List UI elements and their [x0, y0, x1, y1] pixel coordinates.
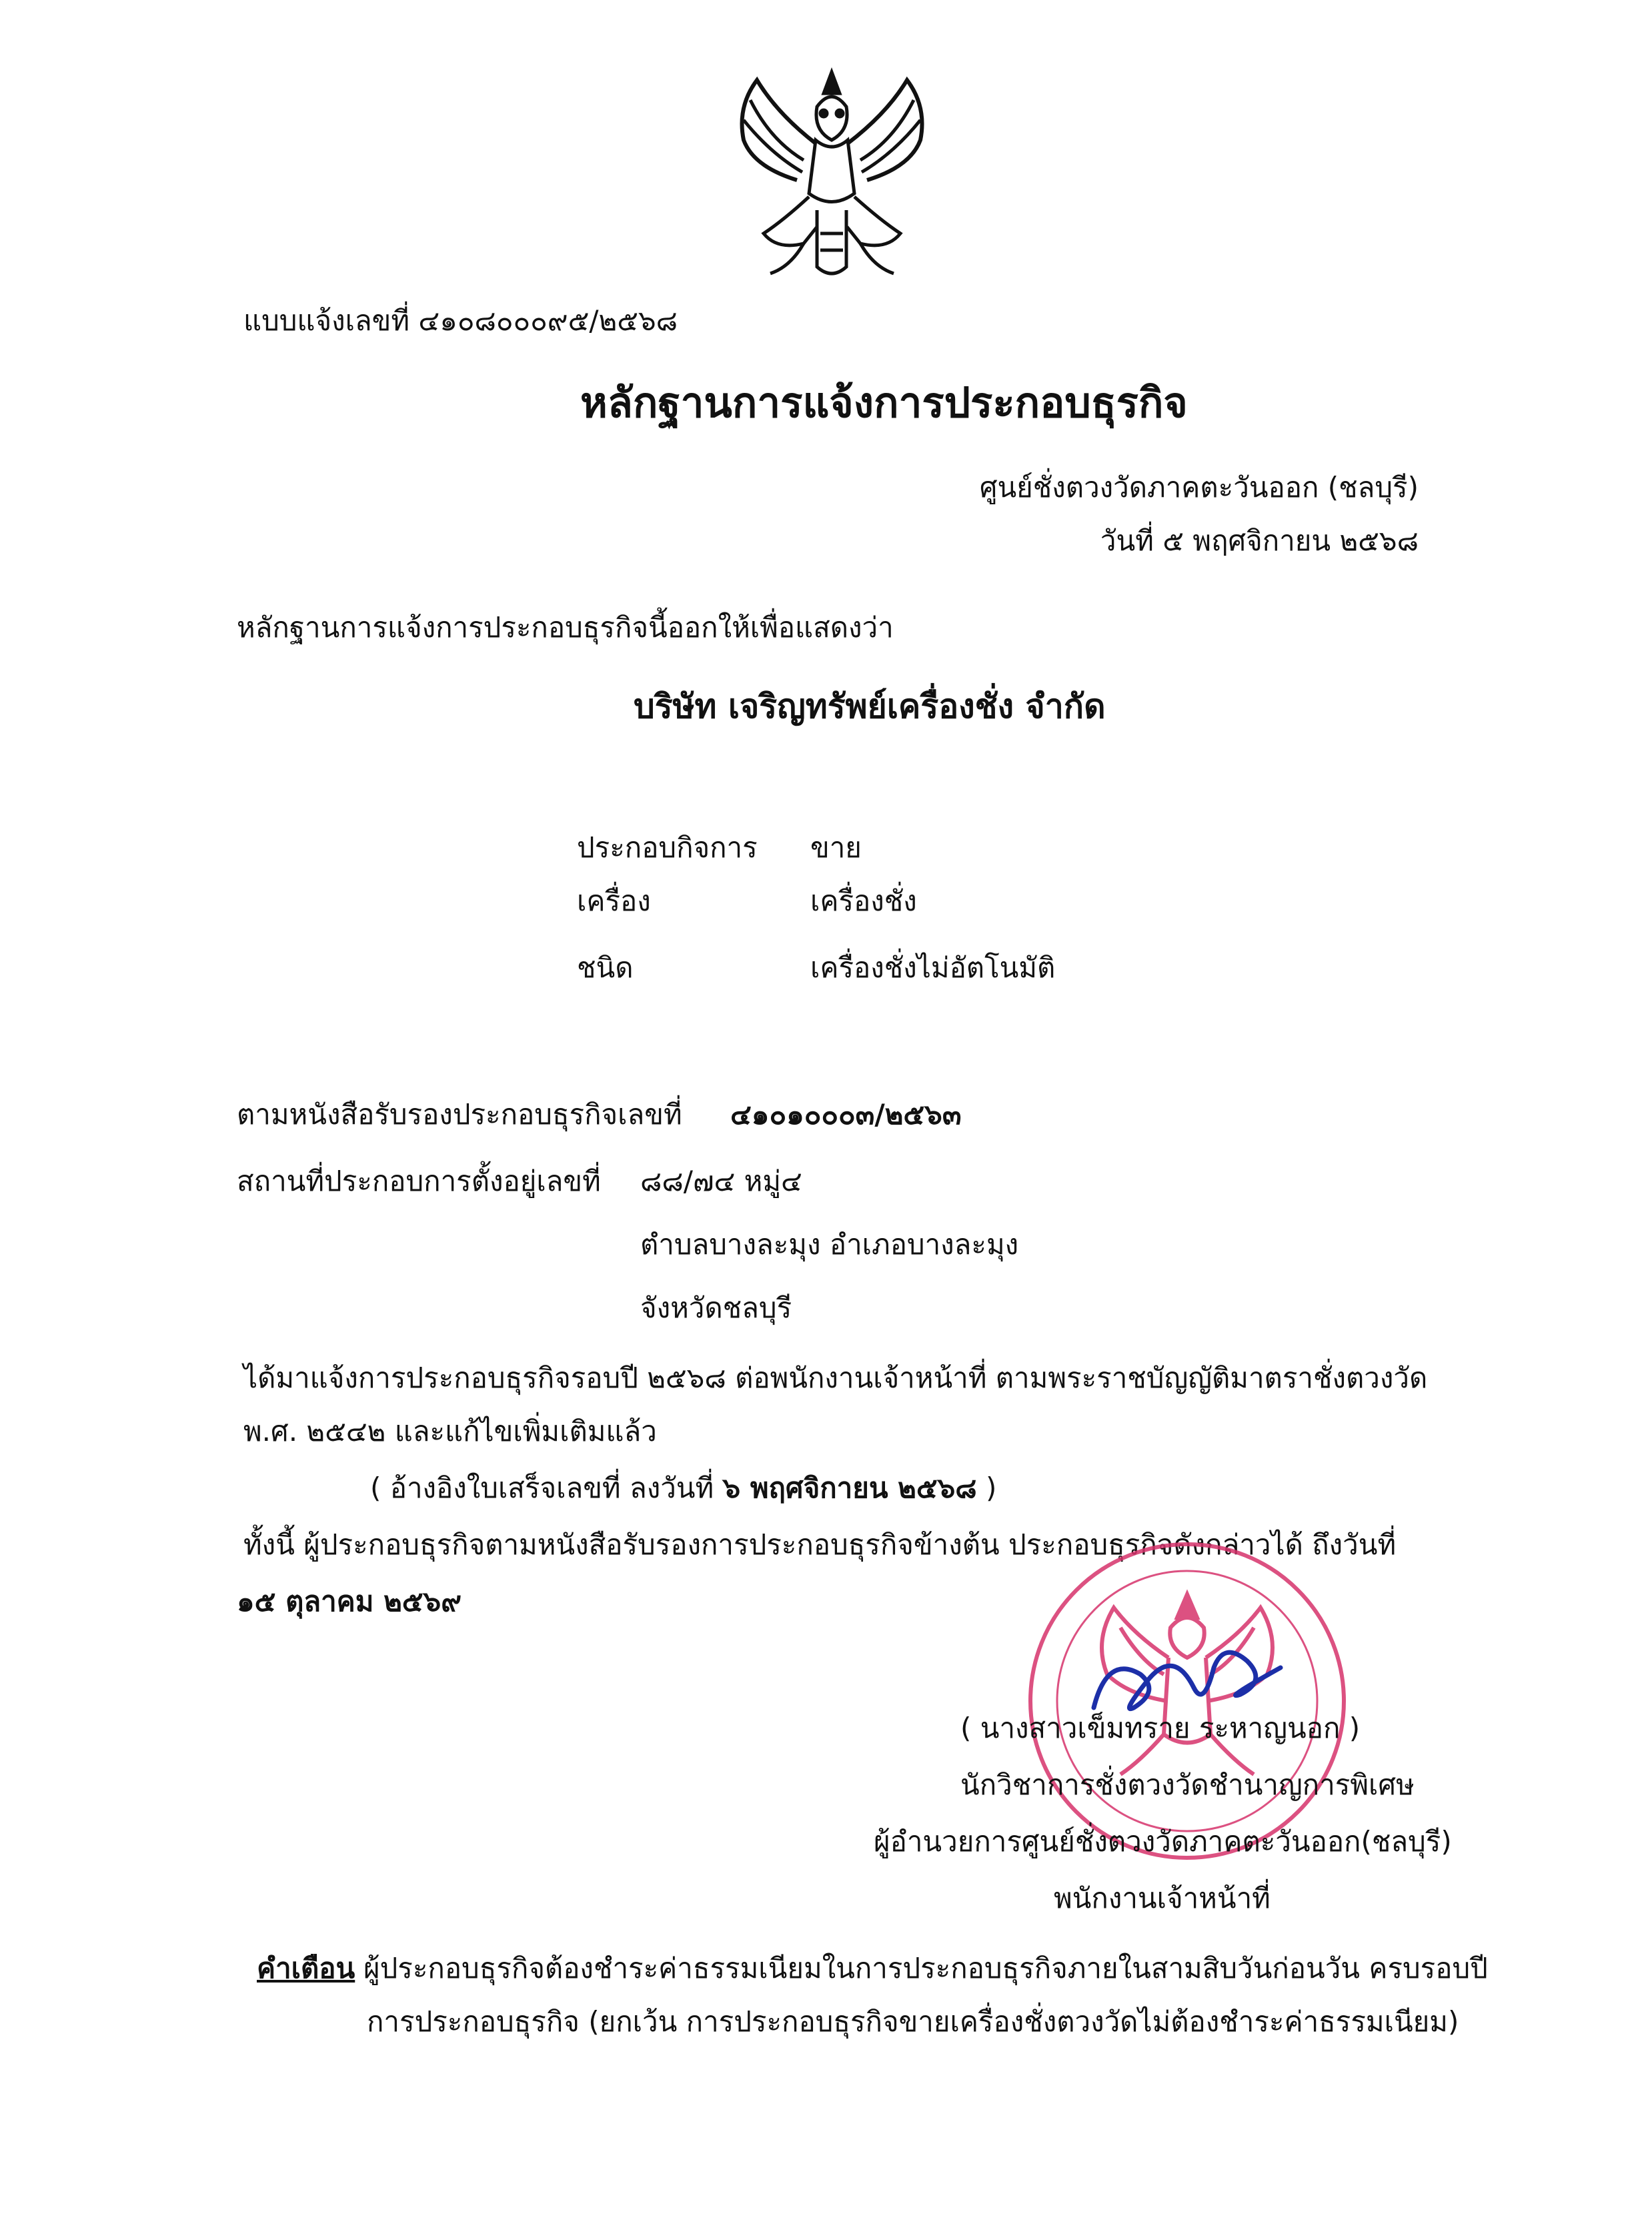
issuing-office: ศูนย์ชั่งตวงวัดภาคตะวันออก (ชลบุรี)	[979, 471, 1419, 504]
receipt-reference	[370, 1471, 996, 1506]
paragraph-1-line-2: พ.ศ. ๒๕๔๒ และแก้ไขเพิ่มเติมแล้ว	[243, 1415, 657, 1448]
paragraph-1-line-1: ได้มาแจ้งการประกอบธุรกิจรอบปี ๒๕๖๘ ต่อพนักงานเจ้าหน้าที่ ตามพระราชบัญญัติมาตราชั่งตวงวัด	[243, 1361, 1428, 1394]
address-line-2: ตำบลบางละมุง อำเภอบางละมุง	[640, 1228, 1019, 1261]
signatory-name: ( นางสาวเข็มทราย ระหาญนอก )	[960, 1712, 1361, 1744]
garuda-emblem-icon	[724, 67, 940, 287]
receipt-prefix: ( อ้างอิงใบเสร็จเลขที่ ลงวันที่	[370, 1472, 723, 1504]
address-line-1: ๘๘/๗๔ หมู่๔	[640, 1165, 802, 1197]
company-name: บริษัท เจริญทรัพย์เครื่องชั่ง จำกัด	[634, 687, 1106, 726]
detail-label-device: เครื่อง	[577, 885, 651, 917]
signatory-position-1: นักวิชาการชั่งตวงวัดชำนาญการพิเศษ	[960, 1768, 1415, 1801]
valid-until-date: ๑๕ ตุลาคม ๒๕๖๙	[237, 1585, 462, 1618]
detail-label-business: ประกอบกิจการ	[577, 831, 758, 864]
warning-line-2: การประกอบธุรกิจ (ยกเว้น การประกอบธุรกิจขายเครื่องชั่งตวงวัดไม่ต้องชำระค่าธรรมเนียม)	[367, 2005, 1459, 2038]
issue-date: วันที่ ๕ พฤศจิกายน ๒๕๖๘	[1100, 524, 1419, 557]
form-number: แบบแจ้งเลขที่ ๔๑๐๘๐๐๐๙๕/๒๕๖๘	[243, 304, 678, 337]
receipt-suffix: )	[976, 1472, 997, 1504]
receipt-date: ๖ พฤศจิกายน ๒๕๖๘	[722, 1472, 977, 1504]
paragraph-2-line-1: ทั้งนี้ ผู้ประกอบธุรกิจตามหนังสือรับรองการประกอบธุรกิจข้างต้น ประกอบธุรกิจดังกล่าวได้ ถึงวันที่	[243, 1528, 1397, 1561]
detail-value-business: ขาย	[810, 831, 862, 864]
detail-label-type: ชนิด	[577, 951, 634, 984]
license-number: ๔๑๐๑๐๐๐๓/๒๕๖๓	[730, 1098, 962, 1131]
page-title: หลักฐานการแจ้งการประกอบธุรกิจ	[580, 378, 1188, 427]
address-label: สถานที่ประกอบการตั้งอยู่เลขที่	[237, 1165, 601, 1197]
warning-label: คำเตือน	[257, 1952, 355, 1985]
address-line-3: จังหวัดชลบุรี	[640, 1291, 792, 1324]
license-label: ตามหนังสือรับรองประกอบธุรกิจเลขที่	[237, 1098, 682, 1131]
warning-line-1: ผู้ประกอบธุรกิจต้องชำระค่าธรรมเนียมในการประกอบธุรกิจภายในสามสิบวันก่อนวัน ครบรอบปี	[363, 1952, 1488, 1985]
intro-text: หลักฐานการแจ้งการประกอบธุรกิจนี้ออกให้เพื่อแสดงว่า	[237, 611, 894, 644]
signatory-position-3: พนักงานเจ้าหน้าที่	[1054, 1882, 1271, 1914]
signatory-position-2: ผู้อำนวยการศูนย์ชั่งตวงวัดภาคตะวันออก(ชลบุรี)	[874, 1825, 1452, 1858]
detail-value-type: เครื่องชั่งไม่อัตโนมัติ	[810, 951, 1056, 984]
detail-value-device: เครื่องชั่ง	[810, 885, 917, 917]
